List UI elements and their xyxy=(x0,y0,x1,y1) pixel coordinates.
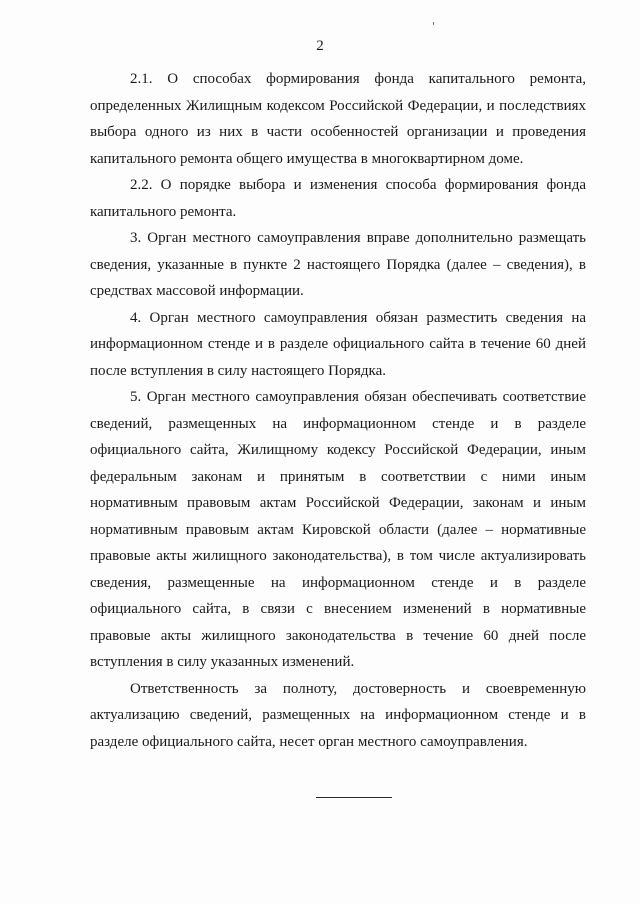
document-body xyxy=(90,66,586,755)
paragraph-2-2: 2.2. О порядке выбора и изменения способа формирования фонда капитального ремонта. xyxy=(90,177,586,220)
scan-speck xyxy=(433,22,434,25)
closing-rule xyxy=(316,797,392,798)
paragraph-2-1: 2.1. О способах формирования фонда капитального ремонта, определенных Жилищным кодексом Российской Федерации, и последствиях выбора одного из них в части особенностей организации и проведения капитального ремонта общего имущества в многоквартирном доме. xyxy=(90,71,586,167)
paragraph-5: 5. Орган местного самоуправления обязан обеспечивать соответствие сведений, размещенных на информационном стенде и в разделе официального сайта, Жилищному кодексу Российской Федерации, иным федеральным законам и принятым в соответствии с ними иным нормативным правовым актам Российской Федерации, законам и иным нормативным правовым актам Кировской области (далее – нормативные правовые акты жилищного законодательства), в том числе актуализировать сведения, размещенные на информационном стенде и в разделе официального сайта, в связи с внесением изменений в нормативные правовые акты жилищного законодательства в течение 60 дней после вступления в силу указанных изменений. xyxy=(90,389,586,670)
page-number: 2 xyxy=(316,38,324,54)
paragraph-responsibility: Ответственность за полноту, достоверность и своевременную актуализацию сведений, размещенных на информационном стенде и в разделе официального сайта, несет орган местного самоуправления. xyxy=(90,680,586,750)
paragraph-3: 3. Орган местного самоуправления вправе дополнительно размещать сведения, указанные в пункте 2 настоящего Порядка (далее – сведения), в средствах массовой информации. xyxy=(90,230,586,299)
paragraph-4: 4. Орган местного самоуправления обязан разместить сведения на информационном стенде и в разделе официального сайта в течение 60 дней после вступления в силу настоящего Порядка. xyxy=(90,309,586,379)
